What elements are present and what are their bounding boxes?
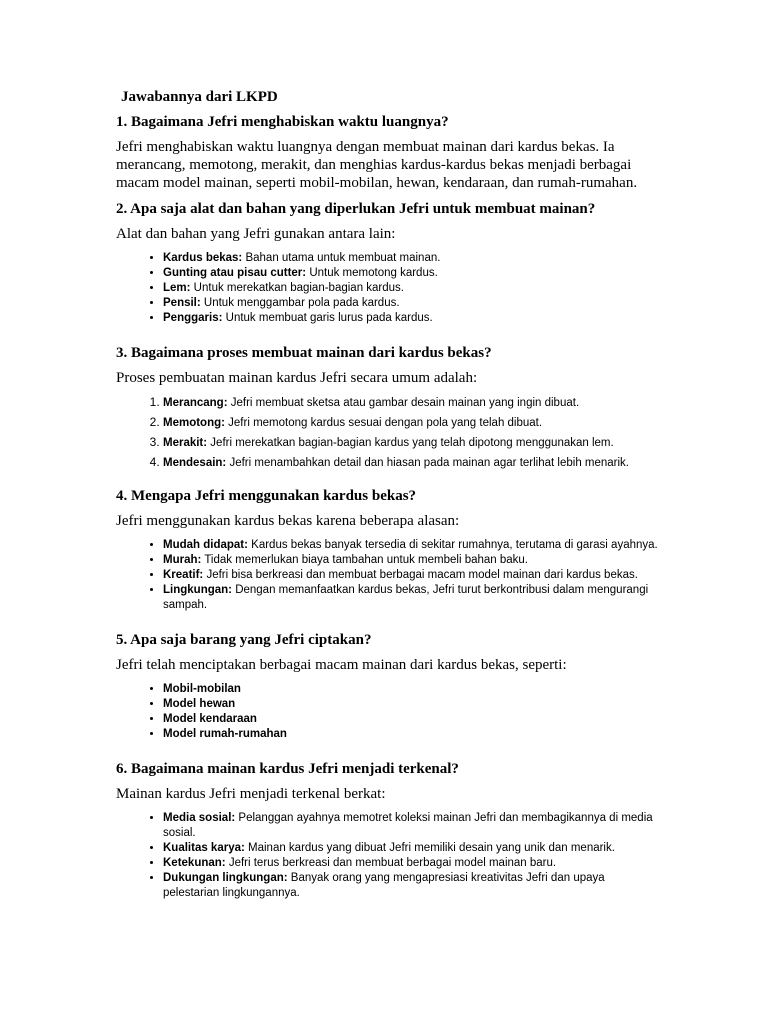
question-6: 6. Bagaimana mainan kardus Jefri menjadi terkenal?	[116, 761, 459, 777]
list-item: • Murah: Tidak memerlukan biaya tambahan untuk membeli bahan baku.	[163, 553, 663, 568]
list-item: • Kualitas karya: Mainan kardus yang dibuat Jefri memiliki desain yang unik dan menarik.	[163, 841, 663, 856]
question-3: 3. Bagaimana proses membuat mainan dari kardus bekas?	[116, 345, 492, 361]
list-item: • Penggaris: Untuk membuat garis lurus pada kardus.	[163, 311, 663, 326]
list-item: • Mobil-mobilan	[163, 682, 663, 697]
list-item: • Lem: Untuk merekatkan bagian-bagian kardus.	[163, 281, 663, 296]
list-item: 3. Merakit: Jefri merekatkan bagian-bagian kardus yang telah dipotong menggunakan lem.	[163, 435, 663, 451]
list-item: • Kreatif: Jefri bisa berkreasi dan membuat berbagai macam model mainan dari kardus bekas.	[163, 568, 663, 583]
list-item: • Ketekunan: Jefri terus berkreasi dan membuat berbagai model mainan baru.	[163, 856, 663, 871]
document-title: Jawabannya dari LKPD	[121, 89, 278, 105]
list-item: • Lingkungan: Dengan memanfaatkan kardus bekas, Jefri turut berkontribusi dalam mengurangi sampah.	[163, 583, 663, 613]
answer-2-intro: Alat dan bahan yang Jefri gunakan antara lain:	[116, 226, 396, 242]
list-item: • Model rumah-rumahan	[163, 727, 663, 742]
answer-6-intro: Mainan kardus Jefri menjadi terkenal berkat:	[116, 786, 386, 802]
list-item: • Gunting atau pisau cutter: Untuk memotong kardus.	[163, 266, 663, 281]
answer-5-intro: Jefri telah menciptakan berbagai macam mainan dari kardus bekas, seperti:	[116, 657, 567, 673]
answer-1: Jefri menghabiskan waktu luangnya dengan membuat mainan dari kardus bekas. Ia merancang, memotong, merakit, dan menghias kardus-kardus bekas menjadi berbagai macam model mainan, seperti mobil-mobilan, hewan, kendaraan, dan rumah-rumahan.	[116, 139, 638, 191]
list-item: • Media sosial: Pelanggan ayahnya memotret koleksi mainan Jefri dan membagikannya di media sosial.	[163, 811, 663, 841]
tools-list	[116, 251, 663, 326]
question-4: 4. Mengapa Jefri menggunakan kardus bekas?	[116, 488, 417, 504]
answer-4-intro: Jefri menggunakan kardus bekas karena beberapa alasan:	[116, 513, 460, 529]
list-item: • Pensil: Untuk menggambar pola pada kardus.	[163, 296, 663, 311]
list-item: • Model hewan	[163, 697, 663, 712]
list-item: • Mudah didapat: Kardus bekas banyak tersedia di sekitar rumahnya, terutama di garasi ayahnya.	[163, 538, 663, 553]
answer-3-intro: Proses pembuatan mainan kardus Jefri secara umum adalah:	[116, 370, 478, 386]
list-item: • Kardus bekas: Bahan utama untuk membuat mainan.	[163, 251, 663, 266]
process-list	[116, 395, 663, 471]
list-item: • Model kendaraan	[163, 712, 663, 727]
list-item: 4. Mendesain: Jefri menambahkan detail dan hiasan pada mainan agar terlihat lebih menarik.	[163, 455, 663, 471]
question-1: 1. Bagaimana Jefri menghabiskan waktu luangnya?	[116, 114, 449, 130]
reasons-list	[116, 538, 663, 613]
question-2: 2. Apa saja alat dan bahan yang diperlukan Jefri untuk membuat mainan?	[116, 201, 596, 217]
fame-list	[116, 811, 663, 901]
creations-list	[116, 682, 663, 742]
list-item: • Dukungan lingkungan: Banyak orang yang mengapresiasi kreativitas Jefri dan upaya pelestarian lingkungannya.	[163, 871, 663, 901]
list-item: 2. Memotong: Jefri memotong kardus sesuai dengan pola yang telah dibuat.	[163, 415, 663, 431]
list-item: 1. Merancang: Jefri membuat sketsa atau gambar desain mainan yang ingin dibuat.	[163, 395, 663, 411]
question-5: 5. Apa saja barang yang Jefri ciptakan?	[116, 632, 372, 648]
